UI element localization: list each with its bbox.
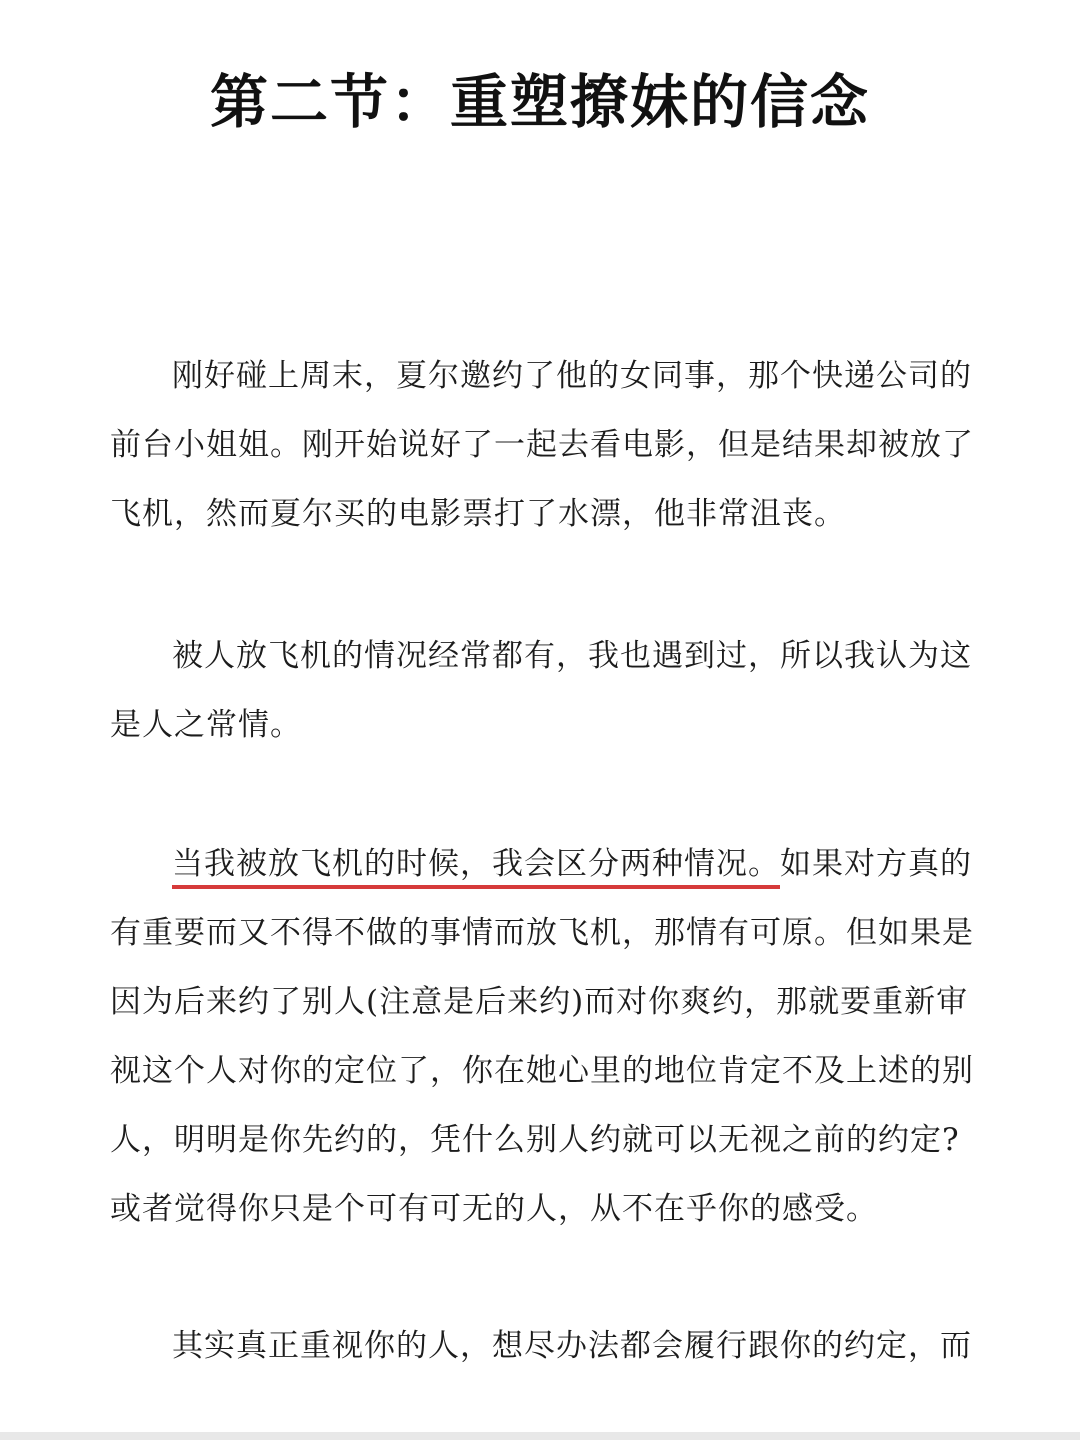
underlined-highlight: 当我被放飞机的时候，我会区分两种情况。 [172,846,780,889]
paragraph-4-text: 其实真正重视你的人，想尽办法都会履行跟你的约定，而 [172,1328,972,1364]
page-title: 第二节：重塑撩妹的信念 [209,68,870,136]
paragraph-1 [110,342,990,549]
paragraph-2 [110,622,990,760]
paragraph-3-text: 如果对方真的有重要而又不得不做的事情而放飞机，那情有可原。但如果是因为后来约了别人(注意是后来约)而对你爽约，那就要重新审视这个人对你的定位了，你在她心里的地位肯定不及上述的别人，明明是你先约的，凭什么别人约就可以无视之前的约定?或者觉得你只是个可有可无的人，从不在乎你的感受。 [110,846,974,1227]
paragraph-1-text: 刚好碰上周末，夏尔邀约了他的女同事，那个快递公司的前台小姐姐。刚开始说好了一起去看电影，但是结果却被放了飞机，然而夏尔买的电影票打了水漂，他非常沮丧。 [110,358,974,532]
paragraph-3 [110,830,990,1244]
paragraph-2-text: 被人放飞机的情况经常都有，我也遇到过，所以我认为这是人之常情。 [110,638,972,743]
bottom-edge-bar [0,1432,1080,1440]
paragraph-4 [110,1312,990,1381]
